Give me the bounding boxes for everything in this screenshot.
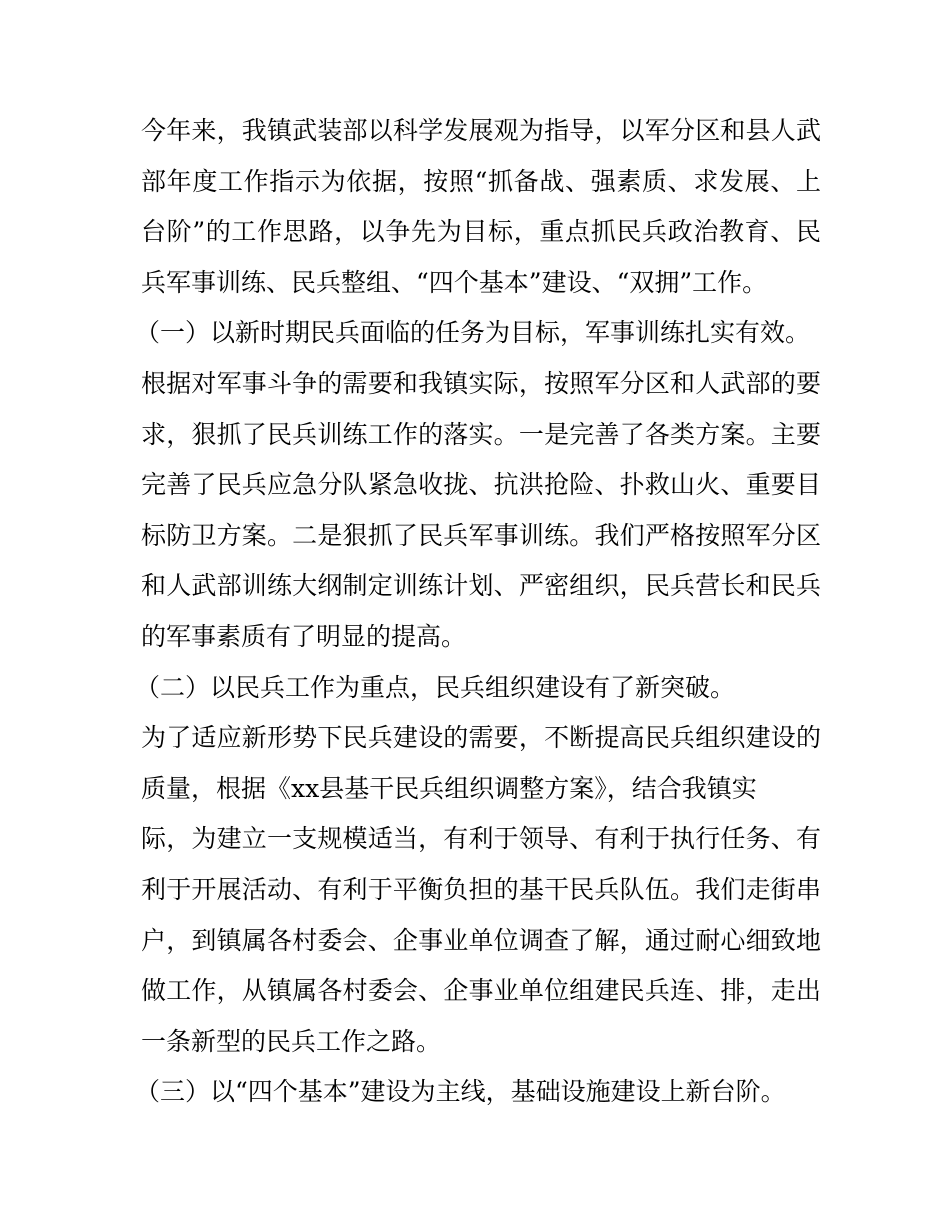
body-text xyxy=(135,106,821,1118)
paragraph-line: 标防卫方案。二是狠抓了民兵军事训练。我们严格按照军分区 xyxy=(141,520,821,550)
paragraph-line: 和人武部训练大纲制定训练计划、严密组织，民兵营长和民兵 xyxy=(141,571,821,601)
paragraph-line: 质量，根据《xx县基干民兵组织调整方案》，结合我镇实 xyxy=(141,773,757,803)
paragraph-line: 做工作，从镇属各村委会、企事业单位组建民兵连、排，走出 xyxy=(141,976,821,1006)
paragraph-line: 今年来，我镇武装部以科学发展观为指导，以军分区和县人武 xyxy=(141,116,821,145)
section-heading-1: （一）以新时期民兵面临的任务为目标，军事训练扎实有效。 xyxy=(135,318,811,348)
paragraph-line: 台阶”的工作思路，以争先为目标，重点抓民兵政治教育、民 xyxy=(141,217,821,247)
paragraph-line: 根据对军事斗争的需要和我镇实际，按照军分区和人武部的要 xyxy=(141,368,821,398)
paragraph-line: 兵军事训练、民兵整组、“四个基本”建设、“双拥”工作。 xyxy=(141,267,768,297)
paragraph-line: 为了适应新形势下民兵建设的需要，不断提高民兵组织建设的 xyxy=(141,723,821,753)
paragraph-line: 的军事素质有了明显的提高。 xyxy=(141,621,467,651)
paragraph-line: 完善了民兵应急分队紧急收拢、抗洪抢险、扑救山火、重要目 xyxy=(141,470,821,500)
paragraph-line: 求，狠抓了民兵训练工作的落实。一是完善了各类方案。主要 xyxy=(141,419,821,449)
paragraph-line: 部年度工作指示为依据，按照“抓备战、强素质、求发展、上 xyxy=(141,166,821,196)
section-heading-2: （二）以民兵工作为重点，民兵组织建设有了新突破。 xyxy=(135,672,736,702)
paragraph-line: 一条新型的民兵工作之路。 xyxy=(141,1026,442,1056)
paragraph-line: 利于开展活动、有利于平衡负担的基干民兵队伍。我们走街串 xyxy=(141,874,821,904)
section-heading-3: （三）以“四个基本”建设为主线，基础设施建设上新台阶。 xyxy=(135,1077,786,1107)
paragraph-line: 际，为建立一支规模适当，有利于领导、有利于执行任务、有 xyxy=(141,824,821,854)
paragraph-line: 户，到镇属各村委会、企事业单位调查了解，通过耐心细致地 xyxy=(141,925,821,955)
